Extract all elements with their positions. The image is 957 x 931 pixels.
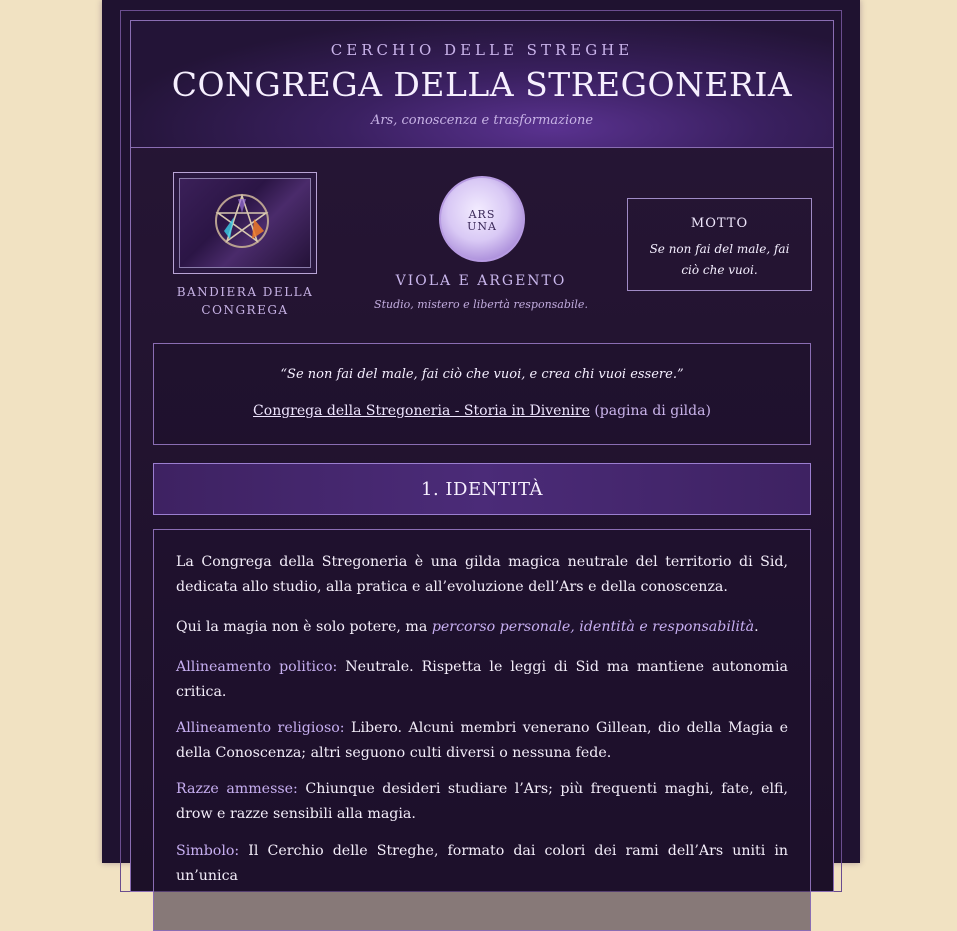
guild-colors-subtitle: Studio, mistero e libertà responsabile.	[374, 298, 588, 311]
symbol-label: Simbolo:	[176, 843, 240, 859]
section-title: 1. IDENTITÀ	[421, 479, 543, 500]
guild-page	[102, 0, 860, 884]
banner-caption-line1: BANDIERA DELLA	[176, 285, 314, 299]
section-header-identity	[153, 463, 811, 515]
paragraph-magic-emphasis: percorso personale, identità e responsabilità	[431, 619, 755, 635]
page-subtitle: Ars, conoscenza e trasformazione	[370, 113, 594, 128]
pentagram-icon	[180, 179, 310, 267]
paragraph-symbol	[176, 839, 788, 889]
motto-text: Se non fai del male, fai ciò che vuoi.	[649, 242, 790, 277]
motto-box	[627, 198, 812, 291]
circle-title: CERCHIO DELLE STREGHE	[330, 41, 634, 59]
paragraph-political	[176, 655, 788, 705]
guild-page-line	[154, 403, 810, 419]
motto-label: MOTTO	[690, 216, 749, 231]
paragraph-magic-end: .	[754, 619, 759, 635]
guild-colors-title: VIOLA E ARGENTO	[395, 273, 567, 289]
symbol-text: Il Cerchio delle Streghe, formato dai colori dei rami dell’Ars uniti in un’unica	[176, 843, 788, 884]
political-text: Neutrale. Rispetta le leggi di Sid ma mantiene autonomia critica.	[176, 659, 788, 700]
identity-content	[153, 529, 811, 931]
guild-page-suffix: (pagina di gilda)	[589, 403, 711, 419]
emblem-line1: ARS	[468, 208, 496, 221]
guild-page-link[interactable]: Congrega della Stregoneria - Storia in Divenire	[253, 403, 590, 419]
political-label: Allineamento politico:	[176, 659, 338, 675]
paragraph-magic	[176, 615, 788, 640]
emblem-text	[441, 209, 523, 233]
emblem-line2: UNA	[467, 220, 497, 233]
races-text: Chiunque desideri studiare l’Ars; più frequenti maghi, fate, elfi, drow e razze sensibili alla magia.	[176, 781, 788, 822]
page-title: CONGREGA DELLA STREGONERIA	[171, 65, 793, 104]
page-header	[131, 21, 833, 148]
ars-una-emblem	[439, 176, 525, 262]
guild-banner-image	[173, 172, 317, 274]
races-label: Razze ammesse:	[176, 781, 298, 797]
religious-label: Allineamento religioso:	[176, 720, 345, 736]
quote-box	[153, 343, 811, 445]
banner-caption	[171, 283, 319, 319]
guild-quote: “Se non fai del male, fai ciò che vuoi, e crea chi vuoi essere.”	[280, 367, 684, 382]
paragraph-magic-start: Qui la magia non è solo potere, ma	[176, 619, 432, 635]
inner-panel	[130, 20, 834, 892]
banner-caption-line2: CONGREGA	[201, 303, 289, 317]
paragraph-races	[176, 777, 788, 827]
paragraph-intro: La Congrega della Stregoneria è una gilda magica neutrale del territorio di Sid, dedicata allo studio, alla pratica e all’evoluzione dell’Ars e della conoscenza.	[176, 554, 788, 595]
paragraph-religious	[176, 716, 788, 766]
religious-text: Libero. Alcuni membri venerano Gillean, dio della Magia e della Conoscenza; altri seguono culti diversi o nessuna fede.	[176, 720, 788, 761]
banner-cloth	[179, 178, 311, 268]
